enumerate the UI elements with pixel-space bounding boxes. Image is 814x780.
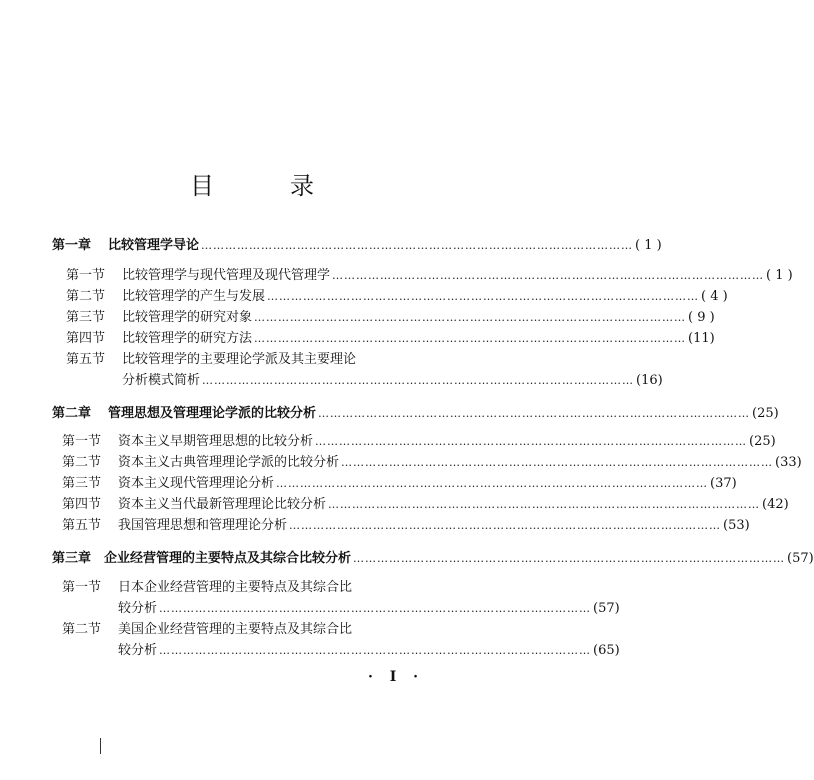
section-title-continuation: 较分析 [118, 601, 158, 616]
chapter-title: 比较管理学导论 [108, 238, 200, 253]
toc-section [0, 516, 750, 536]
dot-leader: ……………………………………………………………………………………………… [267, 290, 700, 303]
section-label: 第四节 [66, 331, 106, 346]
toc-section [0, 350, 504, 370]
section-label: 第二节 [66, 289, 106, 304]
dot-leader: ……………………………………………………………………………………………… [341, 456, 774, 469]
page-number: (33) [775, 455, 802, 470]
section-title-continuation: 较分析 [118, 643, 158, 658]
section-label: 第三节 [62, 476, 102, 491]
page-number: (25) [752, 406, 779, 421]
page-number: ( 1 ) [766, 268, 793, 283]
toc-section [0, 266, 793, 286]
section-title: 比较管理学的主要理论学派及其主要理论 [122, 352, 357, 367]
page-number: (11) [688, 331, 715, 346]
section-label: 第二节 [62, 622, 102, 637]
toc-chapter-2 [0, 404, 779, 424]
toc-section [0, 578, 504, 598]
toc-section [0, 453, 802, 473]
toc-section [0, 308, 715, 328]
dot-leader: ……………………………………………………………………………………………… [202, 374, 635, 387]
section-label: 第一节 [62, 580, 102, 595]
section-title: 比较管理学的研究方法 [122, 331, 253, 346]
section-label: 第五节 [66, 352, 106, 367]
toc-section-continuation [0, 371, 663, 391]
section-title: 比较管理学的产生与发展 [122, 289, 266, 304]
dot-leader: ……………………………………………………………………………………………… [328, 498, 761, 511]
section-title: 比较管理学的研究对象 [122, 310, 253, 325]
dot-leader: ……………………………………………………………………………………………… [353, 552, 786, 565]
page-number: ( 9 ) [688, 310, 715, 325]
page-number: (42) [762, 497, 789, 512]
toc-chapter-3 [0, 549, 814, 569]
dot-leader: ……………………………………………………………………………………………… [254, 332, 687, 345]
dot-leader: ……………………………………………………………………………………………… [159, 602, 592, 615]
page-number: (57) [593, 601, 620, 616]
section-title: 资本主义古典管理理论学派的比较分析 [118, 455, 340, 470]
dot-leader: ……………………………………………………………………………………………… [289, 519, 722, 532]
toc-section-continuation [0, 599, 620, 619]
section-label: 第三节 [66, 310, 106, 325]
section-title: 比较管理学与现代管理及现代管理学 [122, 268, 331, 283]
dot-leader: ……………………………………………………………………………………………… [201, 239, 634, 252]
toc-section [0, 432, 776, 452]
section-title: 资本主义现代管理理论分析 [118, 476, 275, 491]
section-title: 资本主义当代最新管理理论比较分析 [118, 497, 327, 512]
toc-section [0, 620, 504, 640]
section-title: 我国管理思想和管理理论分析 [118, 518, 288, 533]
chapter-title: 企业经营管理的主要特点及其综合比较分析 [104, 551, 352, 566]
page-number: (57) [787, 551, 814, 566]
section-label: 第五节 [62, 518, 102, 533]
dot-leader: ……………………………………………………………………………………………… [315, 435, 748, 448]
page-folio: · I · [368, 669, 425, 685]
chapter-label: 第一章 [52, 238, 92, 253]
page-number: ( 4 ) [701, 289, 728, 304]
section-title: 日本企业经营管理的主要特点及其综合比 [118, 580, 353, 595]
chapter-title: 管理思想及管理理论学派的比较分析 [108, 406, 317, 421]
dot-leader: ……………………………………………………………………………………………… [332, 269, 765, 282]
section-title: 美国企业经营管理的主要特点及其综合比 [118, 622, 353, 637]
section-label: 第二节 [62, 455, 102, 470]
page-number: (37) [710, 476, 737, 491]
page-number: (65) [593, 643, 620, 658]
page-number: ( 1 ) [635, 238, 662, 253]
dot-leader: ……………………………………………………………………………………………… [276, 477, 709, 490]
page-title: 目 录 [190, 172, 340, 200]
section-title-continuation: 分析模式简析 [122, 373, 201, 388]
page-number: (25) [749, 434, 776, 449]
chapter-label: 第二章 [52, 406, 92, 421]
dot-leader: ……………………………………………………………………………………………… [254, 311, 687, 324]
toc-section [0, 287, 728, 307]
chapter-label: 第三章 [52, 551, 92, 566]
page-number: (16) [636, 373, 663, 388]
section-label: 第一节 [62, 434, 102, 449]
scan-artifact [100, 738, 101, 754]
section-label: 第四节 [62, 497, 102, 512]
toc-section [0, 474, 737, 494]
toc-section [0, 495, 789, 515]
dot-leader: ……………………………………………………………………………………………… [159, 644, 592, 657]
toc-section [0, 329, 715, 349]
section-title: 资本主义早期管理思想的比较分析 [118, 434, 314, 449]
toc-chapter-1 [0, 236, 662, 256]
dot-leader: ……………………………………………………………………………………………… [318, 407, 751, 420]
toc-section-continuation [0, 641, 620, 661]
page-number: (53) [723, 518, 750, 533]
section-label: 第一节 [66, 268, 106, 283]
